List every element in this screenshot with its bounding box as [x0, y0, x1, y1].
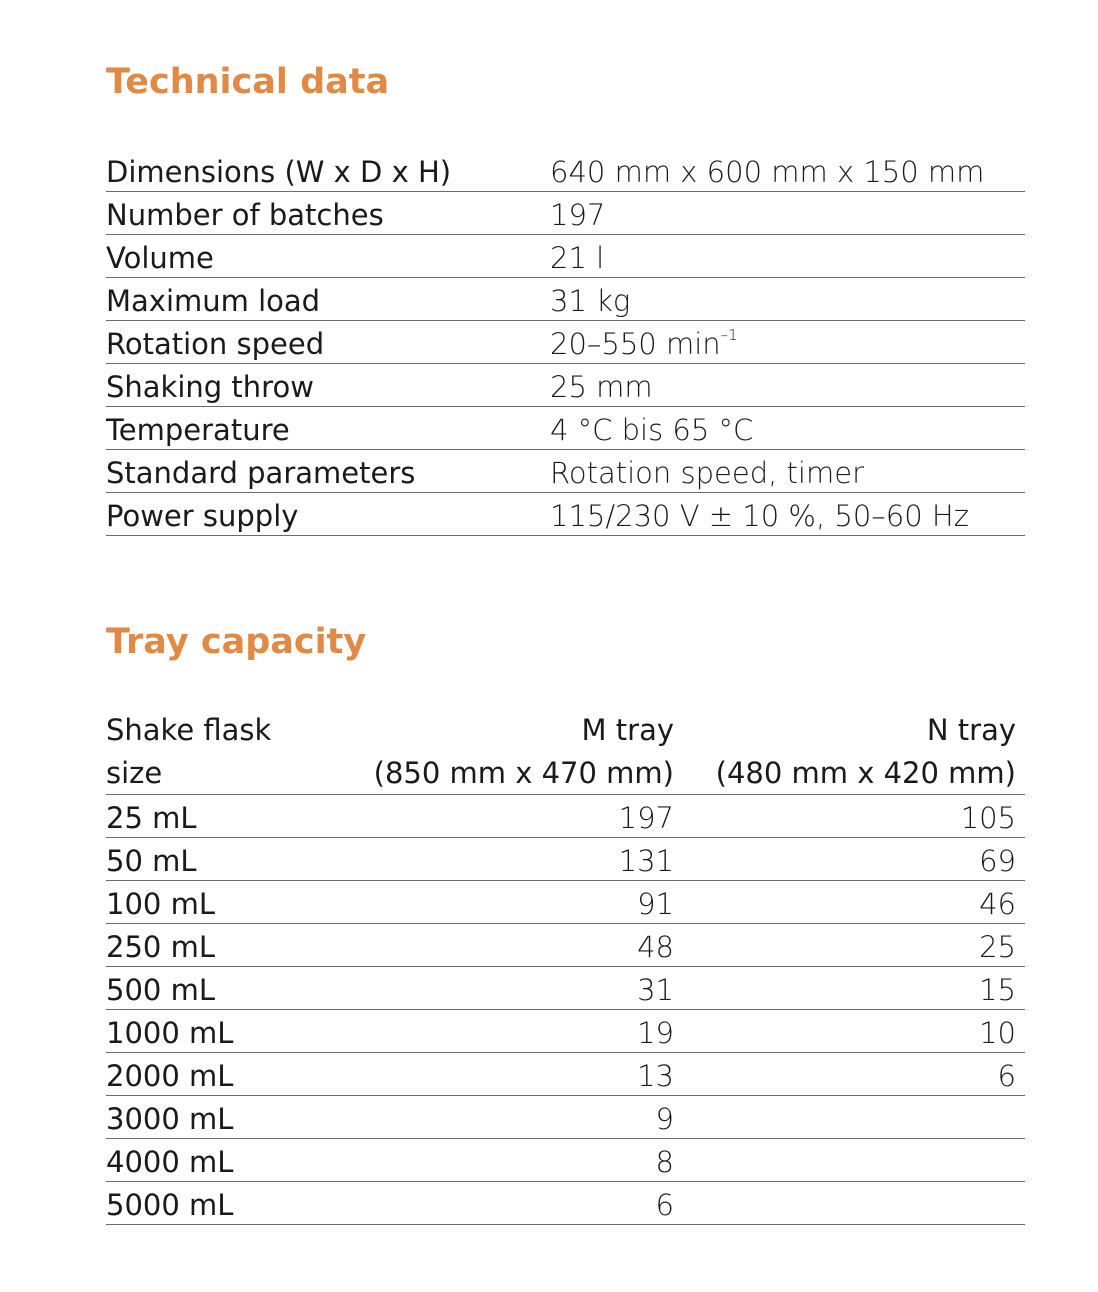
flask-size-cell: 250 mL	[106, 930, 215, 964]
flask-size-cell: 500 mL	[106, 973, 215, 1007]
spec-label: Maximum load	[106, 284, 321, 318]
flask-size-cell: 4000 mL	[106, 1145, 234, 1179]
spec-row-shaking-throw	[106, 364, 1025, 407]
m-tray-cell: 8	[655, 1145, 674, 1179]
flask-size-cell: 5000 mL	[106, 1188, 234, 1222]
spec-label: Volume	[106, 241, 214, 275]
header-line: N tray	[926, 713, 1016, 747]
spec-label: Standard parameters	[106, 456, 416, 490]
table-row	[106, 1182, 1025, 1225]
spec-value	[550, 326, 1025, 363]
n-tray-cell	[674, 1180, 1016, 1181]
spec-label: Rotation speed	[106, 327, 325, 361]
flask-size-cell: 1000 mL	[106, 1016, 234, 1050]
table-row	[106, 838, 1025, 881]
tray-capacity-table	[106, 709, 1025, 1225]
m-tray-cell: 6	[655, 1188, 674, 1222]
table-row	[106, 881, 1025, 924]
table-row	[106, 967, 1025, 1010]
n-tray-cell: 46	[979, 887, 1016, 921]
table-row	[106, 1139, 1025, 1182]
spec-value: 115/230 V ± 10 %, 50–60 Hz	[550, 499, 969, 533]
spec-row-batches	[106, 192, 1025, 235]
spec-row-temperature	[106, 407, 1025, 450]
n-tray-cell: 105	[960, 801, 1016, 835]
m-tray-cell: 197	[618, 801, 674, 835]
m-tray-cell: 91	[637, 887, 674, 921]
spec-value: 21 l	[550, 241, 605, 275]
n-tray-cell: 6	[997, 1059, 1016, 1093]
technical-data-table	[106, 150, 1025, 536]
spec-row-dimensions	[106, 150, 1025, 192]
header-line: M tray	[581, 713, 674, 747]
flask-size-cell: 2000 mL	[106, 1059, 234, 1093]
n-tray-cell	[674, 1137, 1016, 1138]
spec-row-standard-parameters	[106, 450, 1025, 493]
flask-size-cell: 25 mL	[106, 801, 197, 835]
header-line: Shake flask	[106, 713, 272, 747]
header-n-tray	[674, 709, 1016, 794]
m-tray-cell: 31	[637, 973, 674, 1007]
table-row	[106, 1053, 1025, 1096]
n-tray-cell: 15	[979, 973, 1016, 1007]
spec-value: 25 mm	[550, 370, 653, 404]
m-tray-cell: 9	[655, 1102, 674, 1136]
m-tray-cell: 13	[637, 1059, 674, 1093]
table-row	[106, 924, 1025, 967]
spec-row-rotation-speed	[106, 321, 1025, 364]
spec-row-power-supply	[106, 493, 1025, 536]
flask-size-cell: 50 mL	[106, 844, 197, 878]
spec-row-volume	[106, 235, 1025, 278]
flask-size-cell: 100 mL	[106, 887, 215, 921]
spec-value: 4 °C bis 65 °C	[550, 413, 754, 447]
spec-row-max-load	[106, 278, 1025, 321]
spec-value: 640 mm x 600 mm x 150 mm	[550, 155, 985, 189]
table-row	[106, 1010, 1025, 1053]
m-tray-cell: 19	[637, 1016, 674, 1050]
tray-capacity-heading: Tray capacity	[106, 622, 367, 662]
spec-label: Temperature	[106, 413, 290, 447]
header-line: size	[106, 756, 163, 790]
n-tray-cell: 10	[979, 1016, 1016, 1050]
spec-value: Rotation speed, timer	[550, 456, 864, 490]
spec-label: Dimensions (W x D x H)	[106, 155, 452, 189]
table-row	[106, 795, 1025, 838]
spec-value: 197	[550, 198, 606, 232]
header-m-tray	[366, 709, 674, 794]
header-line: (480 mm x 420 mm)	[715, 756, 1016, 790]
header-line: (850 mm x 470 mm)	[373, 756, 674, 790]
flask-size-cell: 3000 mL	[106, 1102, 234, 1136]
spec-label: Power supply	[106, 499, 299, 533]
n-tray-cell: 25	[979, 930, 1016, 964]
n-tray-cell	[674, 1223, 1016, 1224]
m-tray-cell: 48	[637, 930, 674, 964]
spec-value: 31 kg	[550, 284, 631, 318]
spec-label: Shaking throw	[106, 370, 314, 404]
spec-value-superscript: –1	[720, 326, 738, 344]
technical-data-heading: Technical data	[106, 62, 390, 102]
m-tray-cell: 131	[618, 844, 674, 878]
table-row	[106, 1096, 1025, 1139]
header-shake-flask-size	[106, 709, 366, 794]
spec-value-text: 20–550 min	[550, 327, 721, 361]
spec-label: Number of batches	[106, 198, 384, 232]
n-tray-cell: 69	[979, 844, 1016, 878]
tray-table-header	[106, 709, 1025, 795]
